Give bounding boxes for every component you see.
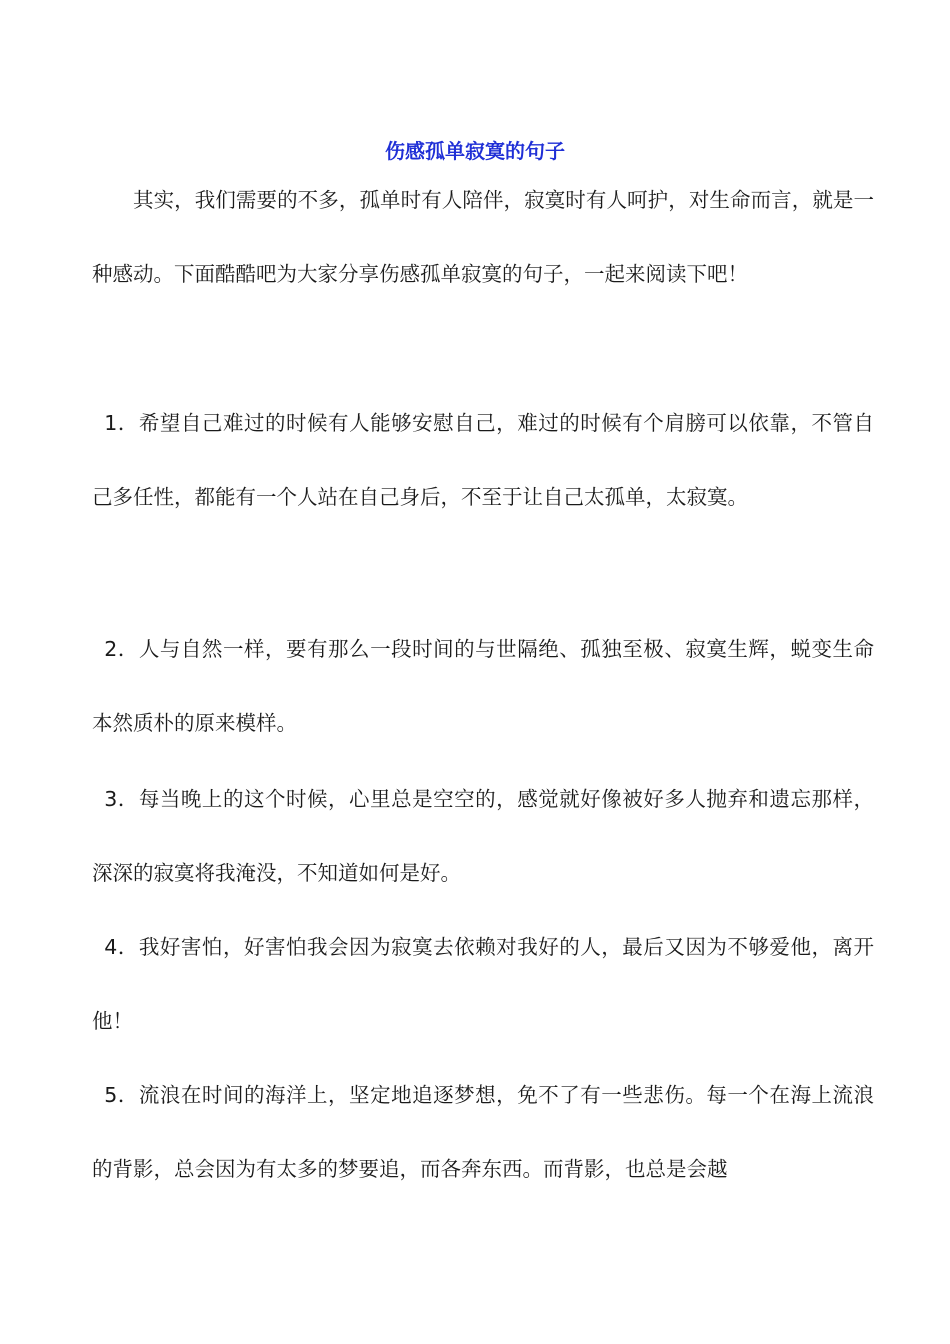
list-item: 1．希望自己难过的时候有人能够安慰自己，难过的时候有个肩膀可以依靠，不管自己多任性，都能有一个人站在自己身后，不至于让自己太孤单，太寂寞。 [92,411,874,509]
list-item: 4．我好害怕，好害怕我会因为寂寞去依赖对我好的人，最后又因为不够爱他，离开他！ [92,935,874,1033]
list-item: 5．流浪在时间的海洋上，坚定地追逐梦想，免不了有一些悲伤。每一个在海上流浪的背影，总会因为有太多的梦要追，而各奔东西。而背影，也总是会越 [92,1083,874,1181]
list-item: 2．人与自然一样，要有那么一段时间的与世隔绝、孤独至极、寂寞生辉，蜕变生命本然质朴的原来模样。 [92,637,874,735]
intro-paragraph: 其实，我们需要的不多，孤单时有人陪伴，寂寞时有人呵护，对生命而言，就是一种感动。下面酷酷吧为大家分享伤感孤单寂寞的句子，一起来阅读下吧！ [92,188,874,286]
document-title: 伤感孤单寂寞的句子 [385,139,565,163]
list-item: 3．每当晚上的这个时候，心里总是空空的，感觉就好像被好多人抛弃和遗忘那样，深深的寂寞将我淹没，不知道如何是好。 [92,787,874,885]
